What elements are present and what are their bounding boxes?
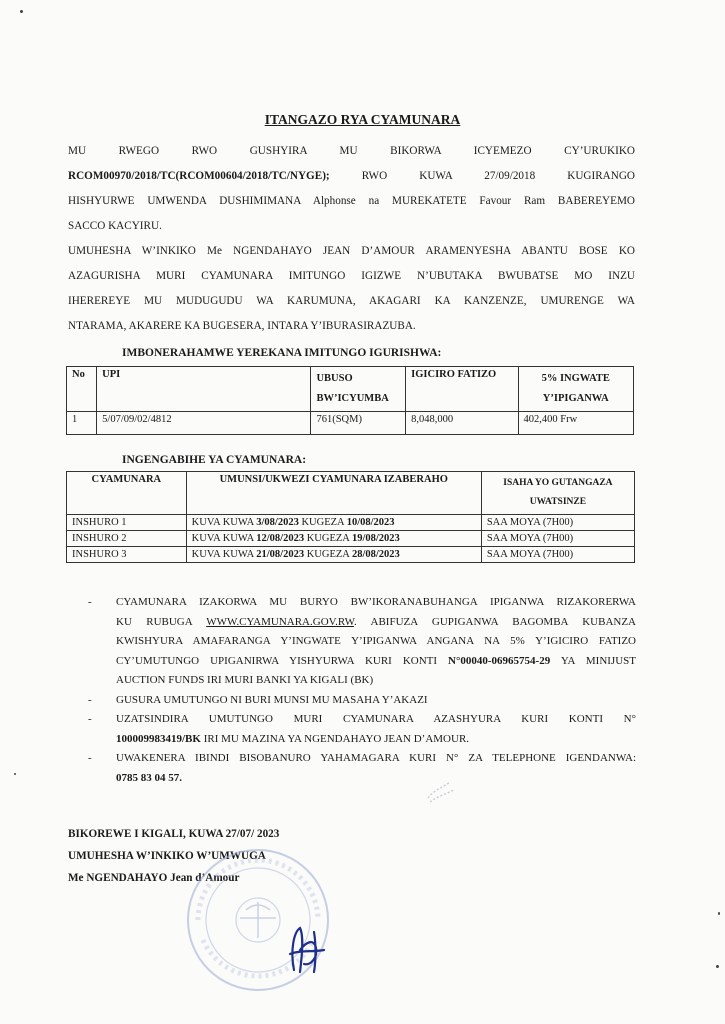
cell-no: 1 [67, 412, 97, 435]
cell-area: 761(SQM) [311, 412, 406, 435]
faint-smudge-mark [420, 770, 460, 810]
table-header-row [67, 472, 635, 515]
scan-speck [14, 773, 16, 775]
scan-speck [716, 965, 719, 968]
property-table-heading: IMBONERAHAMWE YEREKANA IMITUNGO IGURISHWA: [122, 347, 442, 359]
list-item: - UWAKENERA IBINDI BISOBANURO YAHAMAGARA KURI N° ZA TELEPHONE IGENDANWA: 0785 83 04 57. [88, 749, 636, 788]
cell-dates: KUVA KUWA 21/08/2023 KUGEZA 28/08/2023 [186, 547, 481, 563]
header-base-price: IGICIRO FATIZO [406, 367, 518, 412]
cell-time: SAA MOYA (7H00) [481, 515, 634, 531]
handwritten-signature [280, 920, 330, 980]
cell-time: SAA MOYA (7H00) [481, 531, 634, 547]
cell-upi: 5/07/09/02/4812 [97, 412, 311, 435]
scan-speck [20, 10, 23, 13]
cell-base-price: 8,048,000 [406, 412, 518, 435]
bullet-dash: - [88, 693, 92, 706]
cell-round: INSHURO 2 [67, 531, 187, 547]
intro-line-2: RCOM00970/2018/TC(RCOM00604/2018/TC/NYGE); RWO KUWA 27/09/2018 KUGIRANGO [68, 170, 635, 182]
deposit-account-number: N°00040-06965754-29 [448, 654, 551, 667]
cell-time: SAA MOYA (7H00) [481, 547, 634, 563]
table-header-row [67, 367, 634, 412]
auction-website-link[interactable]: WWW.CYAMUNARA.GOV.RW [206, 615, 355, 628]
list-item: - GUSURA UMUTUNGO NI BURI MUNSI MU MASAHA Y’AKAZI [88, 691, 636, 711]
signoff-name: Me NGENDAHAYO Jean d’Amour [68, 872, 240, 884]
case-reference: RCOM00970/2018/TC(RCOM00604/2018/TC/NYGE); [68, 170, 330, 182]
para2-line-4: NTARAMA, AKARERE KA BUGESERA, INTARA Y’IBURASIRAZUBA. [68, 320, 416, 332]
header-deposit: 5% INGWATE Y’IPIGANWA [518, 367, 634, 412]
schedule-table-heading: INGENGABIHE YA CYAMUNARA: [122, 454, 307, 466]
header-no: No [67, 367, 97, 412]
signoff-role: UMUHESHA W’INKIKO W’UMWUGA [68, 850, 266, 862]
header-area: UBUSO BW’ICYUMBA [311, 367, 406, 412]
signoff-place-date: BIKOREWE I KIGALI, KUWA 27/07/ 2023 [68, 828, 280, 840]
para2-line-2: AZAGURISHA MURI CYAMUNARA IMITUNGO IGIZWE N’UBUTAKA BWUBATSE MO INZU [68, 270, 635, 282]
para2-line-1: UMUHESHA W’INKIKO Me NGENDAHAYO JEAN D’AMOUR ARAMENYESHA ABANTU BOSE KO [68, 245, 635, 257]
cell-round: INSHURO 3 [67, 547, 187, 563]
document-title: ITANGAZO RYA CYAMUNARA [264, 112, 461, 127]
table-row [67, 412, 634, 435]
cell-deposit: 402,400 Frw [518, 412, 634, 435]
header-dates: UMUNSI/UKWEZI CYAMUNARA IZABERAHO [186, 472, 481, 515]
para2-line-3: IHEREREYE MU MUDUGUDU WA KARUMUNA, AKAGARI KA KANZENZE, UMURENGE WA [68, 295, 635, 307]
list-item: - UZATSINDIRA UMUTUNGO MURI CYAMUNARA AZASHYURA KURI KONTI N° 100009983419/BK IRI MU MAZINA YA NGENDAHAYO JEAN D’AMOUR. [88, 710, 636, 749]
schedule-table [66, 471, 635, 563]
intro-line-4: SACCO KACYIRU. [68, 220, 162, 232]
list-item: - CYAMUNARA IZAKORWA MU BURYO BW’IKORANABUHANGA IPIGANWA RIZAKORERWA KU RUBUGA WWW.CYAMUNARA.GOV.RW. ABIFUZA GUPIGANWA BAGOMBA KUBANZA KWISHYURA AMAFARANGA Y’INGWATE Y’IPIGANWA ANGANA NA 5% Y’IGICIRO FATIZO CY’UMUTUNGO UPIGANIRWA YISHYURWA KURI KONTI N°00040-06965754-29 YA MINIJUST AUCTION FUNDS IRI MURI BANKI YA KIGALI (BK) [88, 593, 636, 691]
table-row [67, 531, 635, 547]
cell-dates: KUVA KUWA 3/08/2023 KUGEZA 10/08/2023 [186, 515, 481, 531]
bullet-dash: - [88, 752, 92, 764]
property-table [66, 366, 634, 435]
payment-account-number: 100009983419/BK [116, 732, 201, 745]
cell-round: INSHURO 1 [67, 515, 187, 531]
intro-paragraph [68, 139, 635, 239]
conditions-list [88, 593, 636, 788]
cell-dates: KUVA KUWA 12/08/2023 KUGEZA 19/08/2023 [186, 531, 481, 547]
announcement-paragraph [68, 239, 635, 339]
header-upi: UPI [97, 367, 311, 412]
intro-line-3: HISHYURWE UMWENDA DUSHIMIMANA Alphonse na MUREKATETE Favour Ram BABEREYEMO [68, 195, 635, 207]
intro-line-1: MU RWEGO RWO GUSHYIRA MU BIKORWA ICYEMEZO CY’URUKIKO [68, 145, 635, 157]
table-row [67, 515, 635, 531]
scan-speck [718, 912, 720, 915]
header-winner-time: ISAHA YO GUTANGAZA UWATSINZE [481, 472, 634, 515]
bullet-dash: - [88, 713, 92, 725]
header-auction: CYAMUNARA [67, 472, 187, 515]
bullet-dash: - [88, 596, 92, 608]
table-row [67, 547, 635, 563]
phone-number: 0785 83 04 57. [116, 771, 182, 784]
